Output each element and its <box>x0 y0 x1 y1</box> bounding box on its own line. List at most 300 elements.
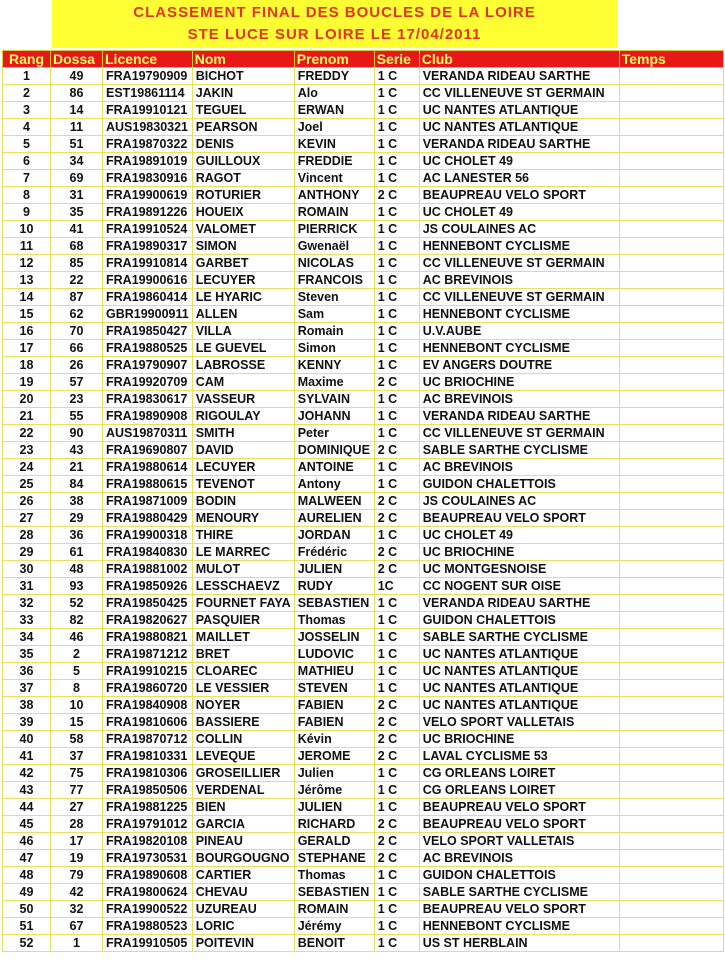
temps-cell <box>619 442 723 459</box>
dossard-cell: 37 <box>51 748 103 765</box>
club-cell: UC NANTES ATLANTIQUE <box>419 663 619 680</box>
serie-cell: 2 C <box>374 748 419 765</box>
nom-cell: VASSEUR <box>192 391 294 408</box>
licence-cell: FRA19871009 <box>103 493 193 510</box>
serie-cell: 2 C <box>374 833 419 850</box>
temps-cell <box>619 357 723 374</box>
prenom-cell: ANTOINE <box>294 459 374 476</box>
rang-cell: 23 <box>3 442 51 459</box>
temps-cell <box>619 561 723 578</box>
rang-cell: 51 <box>3 918 51 935</box>
club-cell: UC NANTES ATLANTIQUE <box>419 102 619 119</box>
dossard-cell: 58 <box>51 731 103 748</box>
dossard-cell: 5 <box>51 663 103 680</box>
prenom-cell: Jérôme <box>294 782 374 799</box>
dossard-cell: 17 <box>51 833 103 850</box>
rang-cell: 42 <box>3 765 51 782</box>
prenom-cell: RICHARD <box>294 816 374 833</box>
dossard-cell: 86 <box>51 85 103 102</box>
nom-cell: GUILLOUX <box>192 153 294 170</box>
temps-cell <box>619 782 723 799</box>
temps-cell <box>619 204 723 221</box>
temps-cell <box>619 476 723 493</box>
serie-cell: 2 C <box>374 442 419 459</box>
serie-cell: 1 C <box>374 765 419 782</box>
prenom-cell: KEVIN <box>294 136 374 153</box>
table-row <box>3 901 724 918</box>
club-cell: LAVAL CYCLISME 53 <box>419 748 619 765</box>
column-header-rang: Rang <box>3 51 51 68</box>
rang-cell: 52 <box>3 935 51 952</box>
licence-cell: FRA19850427 <box>103 323 193 340</box>
serie-cell: 1 C <box>374 153 419 170</box>
table-row <box>3 204 724 221</box>
table-row <box>3 527 724 544</box>
dossard-cell: 82 <box>51 612 103 629</box>
rang-cell: 27 <box>3 510 51 527</box>
dossard-cell: 55 <box>51 408 103 425</box>
temps-cell <box>619 884 723 901</box>
dossard-cell: 27 <box>51 799 103 816</box>
nom-cell: LE MARREC <box>192 544 294 561</box>
dossard-cell: 36 <box>51 527 103 544</box>
serie-cell: 2 C <box>374 561 419 578</box>
temps-cell <box>619 799 723 816</box>
rang-cell: 2 <box>3 85 51 102</box>
rang-cell: 22 <box>3 425 51 442</box>
temps-cell <box>619 697 723 714</box>
nom-cell: PASQUIER <box>192 612 294 629</box>
nom-cell: TEGUEL <box>192 102 294 119</box>
temps-cell <box>619 850 723 867</box>
licence-cell: FRA19891226 <box>103 204 193 221</box>
club-cell: VERANDA RIDEAU SARTHE <box>419 595 619 612</box>
rang-cell: 39 <box>3 714 51 731</box>
table-row <box>3 85 724 102</box>
nom-cell: SMITH <box>192 425 294 442</box>
nom-cell: ALLEN <box>192 306 294 323</box>
dossard-cell: 35 <box>51 204 103 221</box>
prenom-cell: Gwenaël <box>294 238 374 255</box>
club-cell: AC BREVINOIS <box>419 850 619 867</box>
nom-cell: CAM <box>192 374 294 391</box>
prenom-cell: Thomas <box>294 612 374 629</box>
temps-cell <box>619 765 723 782</box>
prenom-cell: Julien <box>294 765 374 782</box>
serie-cell: 1 C <box>374 272 419 289</box>
licence-cell: FRA19881225 <box>103 799 193 816</box>
table-row <box>3 578 724 595</box>
serie-cell: 1 C <box>374 527 419 544</box>
serie-cell: 1 C <box>374 425 419 442</box>
dossard-cell: 77 <box>51 782 103 799</box>
table-row <box>3 697 724 714</box>
licence-cell: FRA19850926 <box>103 578 193 595</box>
club-cell: HENNEBONT CYCLISME <box>419 238 619 255</box>
licence-cell: FRA19880429 <box>103 510 193 527</box>
temps-cell <box>619 578 723 595</box>
rang-cell: 19 <box>3 374 51 391</box>
prenom-cell: Jérémy <box>294 918 374 935</box>
serie-cell: 1 C <box>374 884 419 901</box>
rang-cell: 38 <box>3 697 51 714</box>
prenom-cell: JULIEN <box>294 799 374 816</box>
column-header-temps: Temps <box>619 51 723 68</box>
temps-cell <box>619 714 723 731</box>
rang-cell: 40 <box>3 731 51 748</box>
licence-cell: FRA19860414 <box>103 289 193 306</box>
club-cell: UC CHOLET 49 <box>419 204 619 221</box>
dossard-cell: 69 <box>51 170 103 187</box>
nom-cell: LECUYER <box>192 459 294 476</box>
dossard-cell: 10 <box>51 697 103 714</box>
dossard-cell: 38 <box>51 493 103 510</box>
table-row <box>3 153 724 170</box>
licence-cell: FRA19890317 <box>103 238 193 255</box>
serie-cell: 1 C <box>374 170 419 187</box>
nom-cell: RAGOT <box>192 170 294 187</box>
club-cell: UC BRIOCHINE <box>419 374 619 391</box>
dossard-cell: 90 <box>51 425 103 442</box>
club-cell: UC BRIOCHINE <box>419 731 619 748</box>
prenom-cell: JEROME <box>294 748 374 765</box>
nom-cell: MAILLET <box>192 629 294 646</box>
rang-cell: 13 <box>3 272 51 289</box>
licence-cell: FRA19840908 <box>103 697 193 714</box>
dossard-cell: 1 <box>51 935 103 952</box>
licence-cell: AUS19830321 <box>103 119 193 136</box>
column-header-dossard: Dossa <box>51 51 103 68</box>
temps-cell <box>619 544 723 561</box>
licence-cell: FRA19910814 <box>103 255 193 272</box>
rang-cell: 35 <box>3 646 51 663</box>
nom-cell: MULOT <box>192 561 294 578</box>
serie-cell: 2 C <box>374 816 419 833</box>
club-cell: GUIDON CHALETTOIS <box>419 476 619 493</box>
rang-cell: 12 <box>3 255 51 272</box>
temps-cell <box>619 255 723 272</box>
club-cell: UC CHOLET 49 <box>419 153 619 170</box>
nom-cell: GARCIA <box>192 816 294 833</box>
dossard-cell: 43 <box>51 442 103 459</box>
rang-cell: 37 <box>3 680 51 697</box>
nom-cell: MENOURY <box>192 510 294 527</box>
dossard-cell: 2 <box>51 646 103 663</box>
dossard-cell: 67 <box>51 918 103 935</box>
temps-cell <box>619 935 723 952</box>
licence-cell: FRA19910121 <box>103 102 193 119</box>
serie-cell: 1 C <box>374 612 419 629</box>
nom-cell: LE GUEVEL <box>192 340 294 357</box>
licence-cell: FRA19810331 <box>103 748 193 765</box>
serie-cell: 1 C <box>374 340 419 357</box>
title-banner <box>52 0 617 48</box>
club-cell: UC NANTES ATLANTIQUE <box>419 697 619 714</box>
table-row <box>3 714 724 731</box>
temps-cell <box>619 85 723 102</box>
licence-cell: FRA19870322 <box>103 136 193 153</box>
club-cell: SABLE SARTHE CYCLISME <box>419 884 619 901</box>
serie-cell: 1 C <box>374 221 419 238</box>
serie-cell: 1 C <box>374 357 419 374</box>
serie-cell: 1 C <box>374 85 419 102</box>
prenom-cell: KENNY <box>294 357 374 374</box>
temps-cell <box>619 238 723 255</box>
nom-cell: BIEN <box>192 799 294 816</box>
rang-cell: 31 <box>3 578 51 595</box>
club-cell: BEAUPREAU VELO SPORT <box>419 187 619 204</box>
club-cell: CC VILLENEUVE ST GERMAIN <box>419 289 619 306</box>
temps-cell <box>619 374 723 391</box>
table-row <box>3 850 724 867</box>
prenom-cell: Peter <box>294 425 374 442</box>
temps-cell <box>619 391 723 408</box>
temps-cell <box>619 510 723 527</box>
column-header-club: Club <box>419 51 619 68</box>
serie-cell: 1 C <box>374 680 419 697</box>
prenom-cell: Kévin <box>294 731 374 748</box>
nom-cell: BASSIERE <box>192 714 294 731</box>
club-cell: CG ORLEANS LOIRET <box>419 765 619 782</box>
nom-cell: LE VESSIER <box>192 680 294 697</box>
club-cell: CG ORLEANS LOIRET <box>419 782 619 799</box>
dossard-cell: 19 <box>51 850 103 867</box>
club-cell: UC NANTES ATLANTIQUE <box>419 680 619 697</box>
rang-cell: 34 <box>3 629 51 646</box>
temps-cell <box>619 493 723 510</box>
rang-cell: 33 <box>3 612 51 629</box>
licence-cell: FRA19840830 <box>103 544 193 561</box>
club-cell: SABLE SARTHE CYCLISME <box>419 629 619 646</box>
table-row <box>3 306 724 323</box>
club-cell: U.V.AUBE <box>419 323 619 340</box>
club-cell: EV ANGERS DOUTRE <box>419 357 619 374</box>
serie-cell: 2 C <box>374 544 419 561</box>
dossard-cell: 61 <box>51 544 103 561</box>
licence-cell: FRA19830617 <box>103 391 193 408</box>
serie-cell: 2 C <box>374 374 419 391</box>
licence-cell: GBR19900911 <box>103 306 193 323</box>
club-cell: CC VILLENEUVE ST GERMAIN <box>419 255 619 272</box>
temps-cell <box>619 680 723 697</box>
dossard-cell: 85 <box>51 255 103 272</box>
prenom-cell: Antony <box>294 476 374 493</box>
prenom-cell: GERALD <box>294 833 374 850</box>
table-row <box>3 68 724 85</box>
licence-cell: FRA19890908 <box>103 408 193 425</box>
dossard-cell: 68 <box>51 238 103 255</box>
serie-cell: 2 C <box>374 187 419 204</box>
temps-cell <box>619 459 723 476</box>
licence-cell: FRA19820108 <box>103 833 193 850</box>
temps-cell <box>619 595 723 612</box>
temps-cell <box>619 187 723 204</box>
table-row <box>3 221 724 238</box>
results-body <box>3 68 724 952</box>
nom-cell: RIGOULAY <box>192 408 294 425</box>
table-row <box>3 425 724 442</box>
table-row <box>3 408 724 425</box>
prenom-cell: SEBASTIEN <box>294 595 374 612</box>
rang-cell: 10 <box>3 221 51 238</box>
prenom-cell: PIERRICK <box>294 221 374 238</box>
licence-cell: FRA19900616 <box>103 272 193 289</box>
rang-cell: 49 <box>3 884 51 901</box>
temps-cell <box>619 323 723 340</box>
serie-cell: 1 C <box>374 595 419 612</box>
dossard-cell: 48 <box>51 561 103 578</box>
prenom-cell: RUDY <box>294 578 374 595</box>
licence-cell: FRA19810306 <box>103 765 193 782</box>
rang-cell: 9 <box>3 204 51 221</box>
table-row <box>3 663 724 680</box>
club-cell: GUIDON CHALETTOIS <box>419 867 619 884</box>
club-cell: VELO SPORT VALLETAIS <box>419 714 619 731</box>
club-cell: VELO SPORT VALLETAIS <box>419 833 619 850</box>
serie-cell: 1 C <box>374 476 419 493</box>
table-row <box>3 884 724 901</box>
serie-cell: 1 C <box>374 238 419 255</box>
club-cell: JS COULAINES AC <box>419 221 619 238</box>
dossard-cell: 8 <box>51 680 103 697</box>
table-row <box>3 102 724 119</box>
prenom-cell: FREDDIE <box>294 153 374 170</box>
club-cell: CC VILLENEUVE ST GERMAIN <box>419 85 619 102</box>
temps-cell <box>619 918 723 935</box>
nom-cell: CHEVAU <box>192 884 294 901</box>
temps-cell <box>619 663 723 680</box>
temps-cell <box>619 731 723 748</box>
table-row <box>3 799 724 816</box>
licence-cell: FRA19910524 <box>103 221 193 238</box>
table-row <box>3 238 724 255</box>
licence-cell: FRA19690807 <box>103 442 193 459</box>
rang-cell: 8 <box>3 187 51 204</box>
temps-cell <box>619 629 723 646</box>
table-row <box>3 918 724 935</box>
table-row <box>3 782 724 799</box>
club-cell: VERANDA RIDEAU SARTHE <box>419 136 619 153</box>
licence-cell: FRA19880615 <box>103 476 193 493</box>
dossard-cell: 84 <box>51 476 103 493</box>
table-row <box>3 867 724 884</box>
prenom-cell: FREDDY <box>294 68 374 85</box>
prenom-cell: STEPHANE <box>294 850 374 867</box>
nom-cell: CARTIER <box>192 867 294 884</box>
dossard-cell: 14 <box>51 102 103 119</box>
nom-cell: LE HYARIC <box>192 289 294 306</box>
dossard-cell: 66 <box>51 340 103 357</box>
licence-cell: FRA19791012 <box>103 816 193 833</box>
nom-cell: SIMON <box>192 238 294 255</box>
temps-cell <box>619 646 723 663</box>
table-row <box>3 595 724 612</box>
column-header-serie: Serie <box>374 51 419 68</box>
serie-cell: 1 C <box>374 867 419 884</box>
temps-cell <box>619 221 723 238</box>
dossard-cell: 79 <box>51 867 103 884</box>
club-cell: UC CHOLET 49 <box>419 527 619 544</box>
prenom-cell: FRANCOIS <box>294 272 374 289</box>
serie-cell: 1 C <box>374 102 419 119</box>
temps-cell <box>619 816 723 833</box>
dossard-cell: 70 <box>51 323 103 340</box>
club-cell: HENNEBONT CYCLISME <box>419 306 619 323</box>
table-row <box>3 493 724 510</box>
prenom-cell: JOSSELIN <box>294 629 374 646</box>
dossard-cell: 23 <box>51 391 103 408</box>
serie-cell: 1 C <box>374 68 419 85</box>
nom-cell: FOURNET FAYA <box>192 595 294 612</box>
dossard-cell: 29 <box>51 510 103 527</box>
rang-cell: 21 <box>3 408 51 425</box>
temps-cell <box>619 901 723 918</box>
nom-cell: PINEAU <box>192 833 294 850</box>
rang-cell: 47 <box>3 850 51 867</box>
rang-cell: 1 <box>3 68 51 85</box>
table-row <box>3 765 724 782</box>
licence-cell: FRA19870712 <box>103 731 193 748</box>
licence-cell: FRA19900522 <box>103 901 193 918</box>
licence-cell: AUS19870311 <box>103 425 193 442</box>
licence-cell: FRA19790907 <box>103 357 193 374</box>
dossard-cell: 51 <box>51 136 103 153</box>
prenom-cell: MATHIEU <box>294 663 374 680</box>
nom-cell: GARBET <box>192 255 294 272</box>
nom-cell: DENIS <box>192 136 294 153</box>
dossard-cell: 22 <box>51 272 103 289</box>
prenom-cell: Simon <box>294 340 374 357</box>
rang-cell: 15 <box>3 306 51 323</box>
rang-cell: 7 <box>3 170 51 187</box>
club-cell: BEAUPREAU VELO SPORT <box>419 510 619 527</box>
prenom-cell: STEVEN <box>294 680 374 697</box>
temps-cell <box>619 272 723 289</box>
licence-cell: FRA19800624 <box>103 884 193 901</box>
nom-cell: DAVID <box>192 442 294 459</box>
results-table <box>2 50 724 952</box>
club-cell: AC BREVINOIS <box>419 459 619 476</box>
table-row <box>3 816 724 833</box>
table-row <box>3 561 724 578</box>
table-row <box>3 323 724 340</box>
rang-cell: 29 <box>3 544 51 561</box>
dossard-cell: 28 <box>51 816 103 833</box>
nom-cell: CLOAREC <box>192 663 294 680</box>
rang-cell: 4 <box>3 119 51 136</box>
dossard-cell: 93 <box>51 578 103 595</box>
nom-cell: LABROSSE <box>192 357 294 374</box>
club-cell: SABLE SARTHE CYCLISME <box>419 442 619 459</box>
club-cell: US ST HERBLAIN <box>419 935 619 952</box>
table-row <box>3 748 724 765</box>
licence-cell: FRA19880614 <box>103 459 193 476</box>
licence-cell: FRA19900619 <box>103 187 193 204</box>
prenom-cell: ANTHONY <box>294 187 374 204</box>
dossard-cell: 42 <box>51 884 103 901</box>
serie-cell: 2 C <box>374 850 419 867</box>
temps-cell <box>619 102 723 119</box>
licence-cell: FRA19880525 <box>103 340 193 357</box>
prenom-cell: NICOLAS <box>294 255 374 272</box>
rang-cell: 28 <box>3 527 51 544</box>
club-cell: BEAUPREAU VELO SPORT <box>419 816 619 833</box>
rang-cell: 32 <box>3 595 51 612</box>
serie-cell: 1 C <box>374 255 419 272</box>
prenom-cell: Maxime <box>294 374 374 391</box>
rang-cell: 20 <box>3 391 51 408</box>
table-row <box>3 289 724 306</box>
